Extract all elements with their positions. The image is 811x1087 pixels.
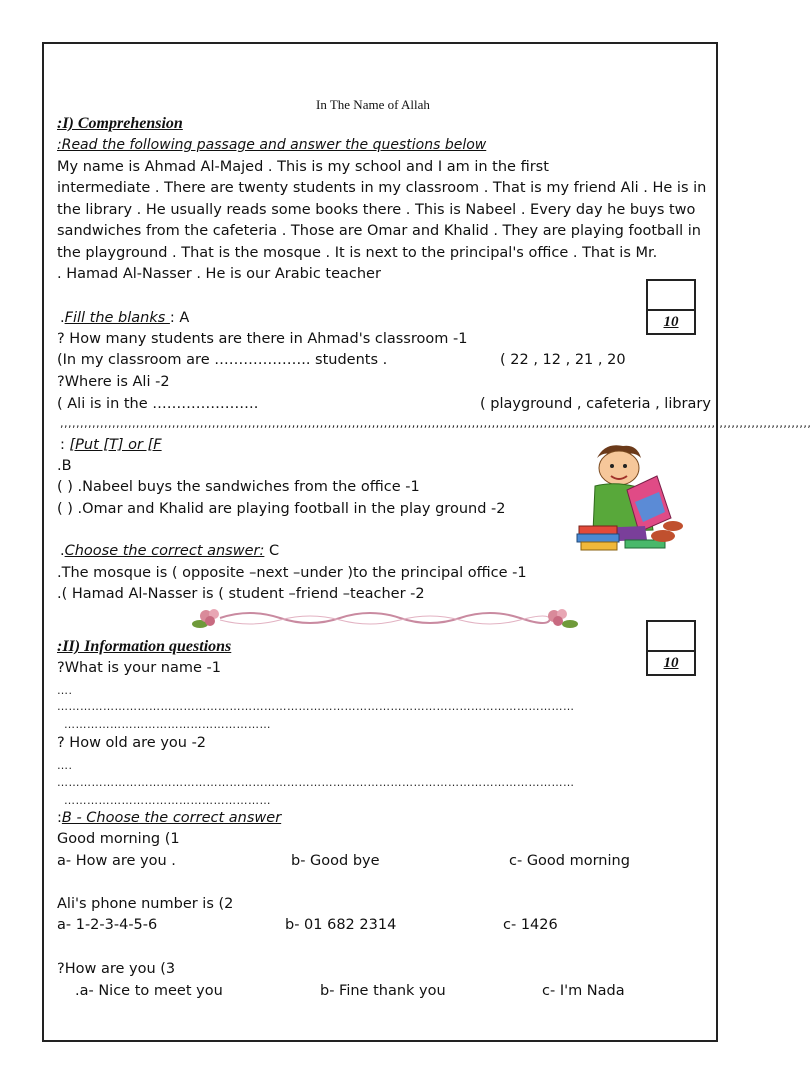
part2-b-heading	[57, 810, 281, 826]
question-1: ? How many students are there in Ahmad's classroom -1	[57, 331, 468, 347]
mcq-option[interactable]: c- I'm Nada	[542, 983, 625, 999]
separator-line: ,,,,,,,,,,,,,,,,,,,,,,,,,,,,,,,,,,,,,,,,,,,,,,,,,,,,,,,,,,,,,,,,,,,,,,,,,,,,,,,,,,,,,,,,,,,,,,,,,,,,,,,,,,,,,,,,,,,,,,,,,,,,,,,,,,,,,,,,,,,,,,,,,,,,,,,,,,,,,,,,,,,,,,,,,,,,,,,,,,,,,,,,,,,,	[60, 417, 811, 430]
mcq-question-3: ?How are you (3	[57, 961, 176, 977]
section-a-heading	[60, 310, 189, 326]
flower-divider	[190, 604, 580, 632]
part1-heading: :I) Comprehension	[57, 115, 183, 132]
section-c-suffix: C	[264, 543, 280, 559]
question-2: ?Where is Ali -2	[57, 374, 170, 390]
mcq-option[interactable]: a- 1-2-3-4-5-6	[57, 917, 158, 933]
passage-line: the library . He usually reads some books there . This is Nabeel . Every day he buys two	[57, 202, 696, 218]
flower-left-icon	[192, 609, 219, 628]
section-a-title: Fill the blanks	[64, 310, 170, 326]
section-a-suffix: : A	[169, 310, 190, 326]
options-1: ( 22 , 12 , 21 , 20	[500, 352, 626, 368]
mcq-option[interactable]: b- 01 682 2314	[285, 917, 397, 933]
score-value: 10	[663, 655, 679, 671]
part1-instruction: :Read the following passage and answer the questions below	[57, 137, 487, 153]
answer-line-2[interactable]: ( Ali is in the ………………….	[57, 396, 259, 412]
shoe	[651, 530, 675, 542]
page-title: In The Name of Allah	[316, 97, 430, 112]
score-blank[interactable]	[648, 281, 694, 311]
answer-dots[interactable]: ….	[57, 684, 73, 697]
part2-b-prefix: :	[57, 810, 62, 826]
ribbon-line	[220, 616, 550, 624]
section-c-heading	[60, 543, 279, 559]
passage-line: intermediate . There are twenty students in my classroom . That is my friend Ali . He is in	[57, 180, 707, 196]
choose-sentence-1[interactable]: .The mosque is ( opposite –next –under )to the principal office -1	[57, 565, 527, 581]
mcq-question-1: Good morning (1	[57, 831, 180, 847]
passage-line: . Hamad Al-Nasser . He is our Arabic teacher	[57, 266, 381, 282]
section-b-title: [Put [T] or [F	[69, 437, 162, 453]
section-c-title: Choose the correct answer:	[64, 543, 265, 559]
mcq-option[interactable]: c- Good morning	[509, 853, 630, 869]
score-box	[646, 279, 696, 335]
eye	[610, 464, 614, 468]
ribbon-line	[220, 613, 550, 623]
info-question-2: ? How old are you -2	[57, 735, 207, 751]
book-stack	[581, 542, 617, 550]
book-stack	[577, 534, 619, 542]
section-b-heading	[60, 437, 162, 453]
answer-dots[interactable]: ………………………………………………………………………………………………………………………	[57, 700, 575, 713]
answer-line-1[interactable]: (In my classroom are ……………….. students .	[57, 352, 388, 368]
answer-dots[interactable]: ………………………………………………	[64, 718, 271, 731]
flower-right-icon	[548, 609, 578, 628]
section-c-prefix: .	[60, 543, 65, 559]
info-question-1: ?What is your name -1	[57, 660, 221, 676]
part2-b-title: B - Choose the correct answer	[61, 810, 282, 826]
section-b-letter: .B	[57, 458, 72, 474]
boy-reading-illustration	[575, 440, 695, 555]
score-box	[646, 620, 696, 676]
mcq-option[interactable]: .a- Nice to meet you	[75, 983, 223, 999]
mcq-question-2: Ali's phone number is (2	[57, 896, 234, 912]
answer-dots[interactable]: ….	[57, 759, 73, 772]
score-value: 10	[663, 314, 679, 330]
shoe	[663, 521, 683, 531]
answer-dots[interactable]: ………………………………………………	[64, 794, 271, 807]
book-stack	[579, 526, 617, 534]
mcq-option[interactable]: c- 1426	[503, 917, 558, 933]
true-false-1[interactable]: ( ) .Nabeel buys the sandwiches from the office -1	[57, 479, 420, 495]
passage-line: sandwiches from the cafeteria . Those are Omar and Khalid . They are playing football in	[57, 223, 701, 239]
passage-line: the playground . That is the mosque . It is next to the principal's office . That is Mr.	[57, 245, 658, 261]
mcq-option[interactable]: b- Good bye	[291, 853, 380, 869]
score-blank[interactable]	[648, 622, 694, 652]
choose-sentence-2[interactable]: .( Hamad Al-Nasser is ( student –friend –teacher -2	[57, 586, 425, 602]
section-a-prefix: .	[60, 310, 65, 326]
answer-dots[interactable]: ………………………………………………………………………………………………………………………	[57, 776, 575, 789]
true-false-2[interactable]: ( ) .Omar and Khalid are playing football in the play ground -2	[57, 501, 506, 517]
passage-line: My name is Ahmad Al-Majed . This is my school and I am in the first	[57, 159, 549, 175]
mcq-option[interactable]: a- How are you .	[57, 853, 176, 869]
mcq-option[interactable]: b- Fine thank you	[320, 983, 446, 999]
eye	[623, 464, 627, 468]
part2-heading: :II) Information questions	[57, 638, 232, 655]
options-2: ( playground , cafeteria , library	[480, 396, 711, 412]
section-b-prefix: :	[60, 437, 70, 453]
